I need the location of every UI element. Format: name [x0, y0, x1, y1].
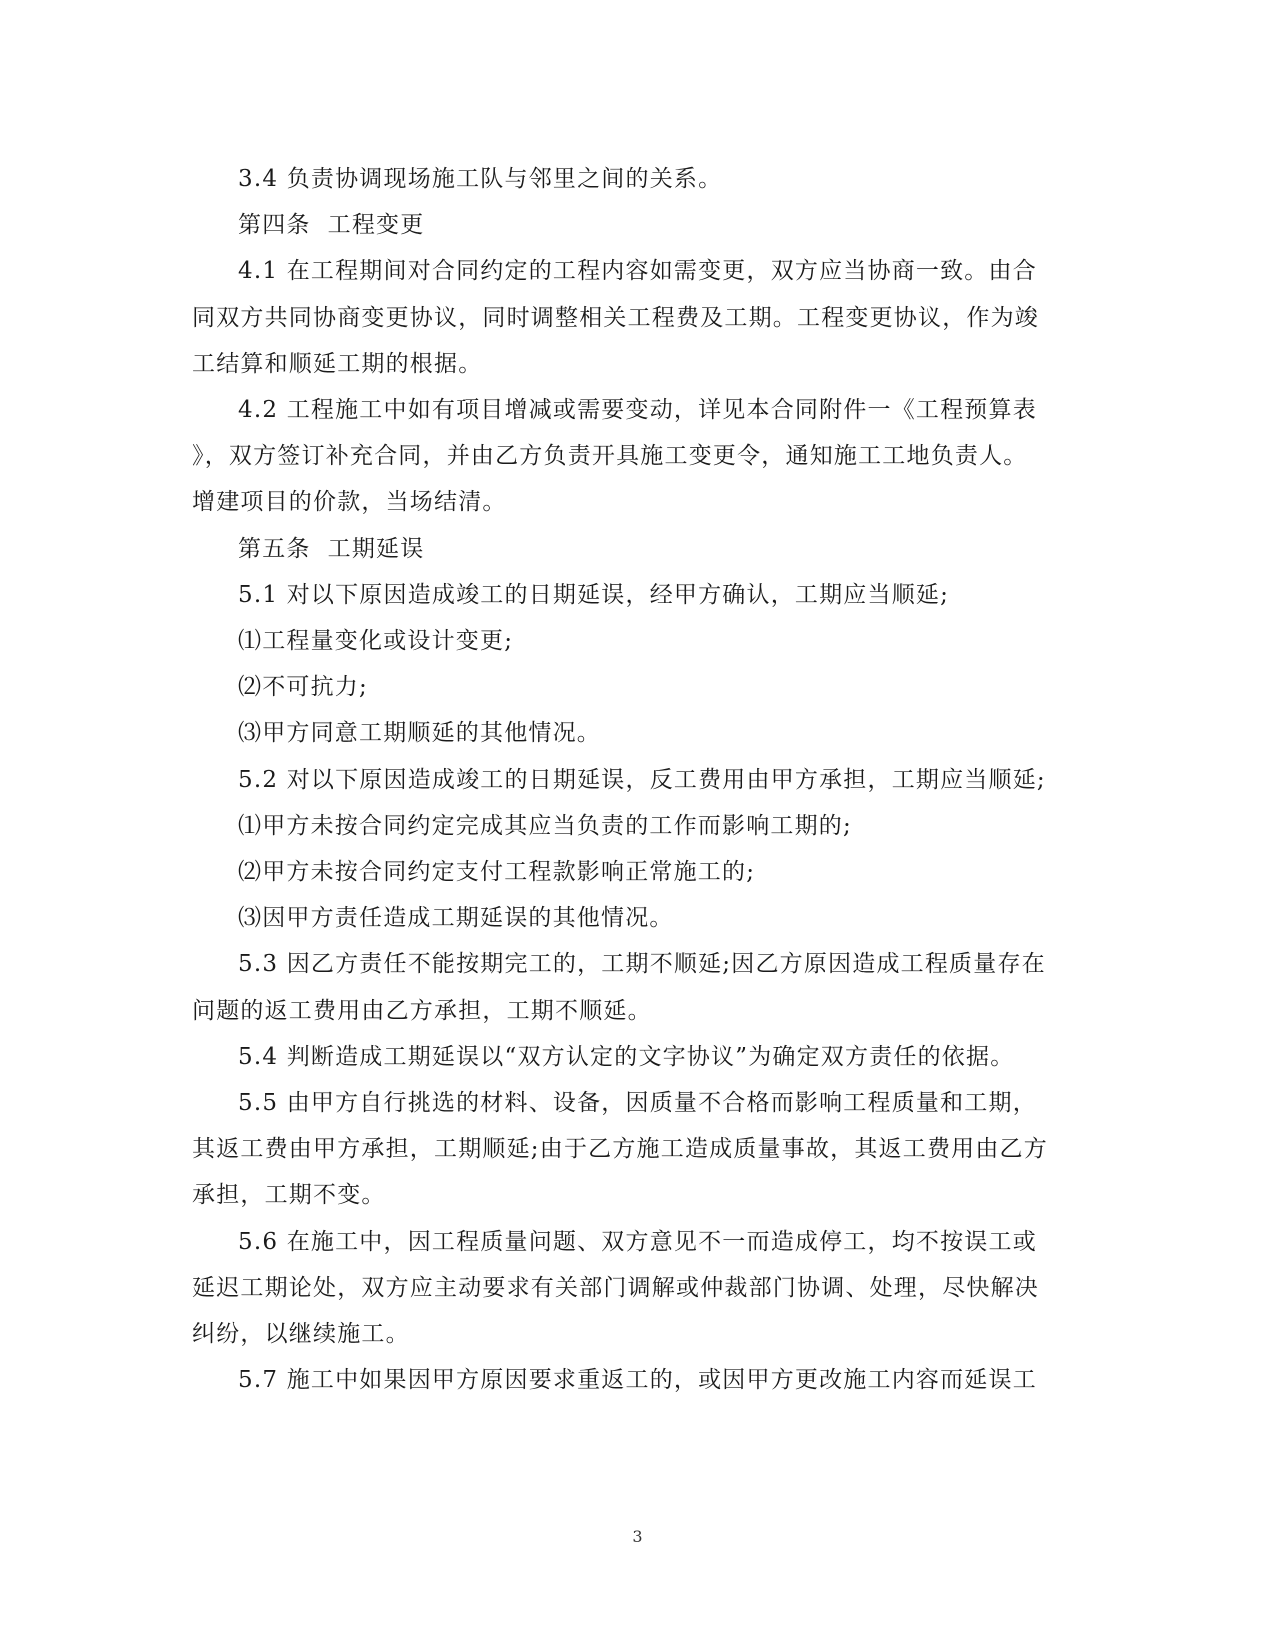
text-line: 》，双方签订补充合同，并由乙方负责开具施工变更令，通知施工工地负责人。 — [192, 443, 1028, 470]
text-line: 问题的返工费用由乙方承担，工期不顺延。 — [192, 997, 652, 1024]
list-item: ⑶甲方同意工期顺延的其他情况。 — [238, 720, 601, 747]
text-line: 增建项目的价款，当场结清。 — [192, 489, 507, 516]
text-line: 5.1 对以下原因造成竣工的日期延误，经甲方确认，工期应当顺延; — [238, 581, 950, 608]
text-line: 5.5 由甲方自行挑选的材料、设备，因质量不合格而影响工程质量和工期， — [238, 1090, 1037, 1117]
text-line: 5.3 因乙方责任不能按期完工的，工期不顺延;因乙方原因造成工程质量存在 — [238, 951, 1046, 978]
list-item: ⑴甲方未按合同约定完成其应当负责的工作而影响工期的; — [238, 812, 852, 839]
text-line: 其返工费由甲方承担，工期顺延;由于乙方施工造成质量事故，其返工费用由乙方 — [192, 1136, 1048, 1163]
section-heading: 第五条 工期延误 — [238, 535, 425, 562]
text-line: 5.6 在施工中，因工程质量问题、双方意见不一而造成停工，均不按误工或 — [238, 1228, 1037, 1255]
list-item: ⑵甲方未按合同约定支付工程款影响正常施工的; — [238, 859, 756, 886]
page-number: 3 — [632, 1527, 643, 1546]
list-item: ⑵不可抗力; — [238, 674, 368, 701]
text-line: 工结算和顺延工期的根据。 — [192, 350, 483, 377]
text-line: 4.1 在工程期间对合同约定的工程内容如需变更，双方应当协商一致。由合 — [238, 258, 1037, 285]
text-line: 5.7 施工中如果因甲方原因要求重返工的，或因甲方更改施工内容而延误工 — [238, 1367, 1037, 1394]
list-item: ⑶因甲方责任造成工期延误的其他情况。 — [238, 905, 674, 932]
section-heading: 第四条 工程变更 — [238, 212, 425, 239]
text-line: 延迟工期论处，双方应主动要求有关部门调解或仲裁部门协调、处理，尽快解决 — [192, 1274, 1039, 1301]
text-line: 3.4 负责协调现场施工队与邻里之间的关系。 — [238, 166, 723, 192]
text-line: 5.4 判断造成工期延误以“双方认定的文字协议”为确定双方责任的依据。 — [238, 1043, 1015, 1070]
document-body — [192, 156, 1072, 1403]
text-line: 纠纷，以继续施工。 — [192, 1321, 410, 1348]
text-line: 4.2 工程施工中如有项目增减或需要变动，详见本合同附件一《工程预算表 — [238, 397, 1037, 424]
text-line: 同双方共同协商变更协议，同时调整相关工程费及工期。工程变更协议，作为竣 — [192, 304, 1039, 331]
text-line: 5.2 对以下原因造成竣工的日期延误，反工费用由甲方承担，工期应当顺延; — [238, 766, 1046, 793]
list-item: ⑴工程量变化或设计变更; — [238, 628, 514, 655]
text-line: 承担，工期不变。 — [192, 1182, 386, 1209]
